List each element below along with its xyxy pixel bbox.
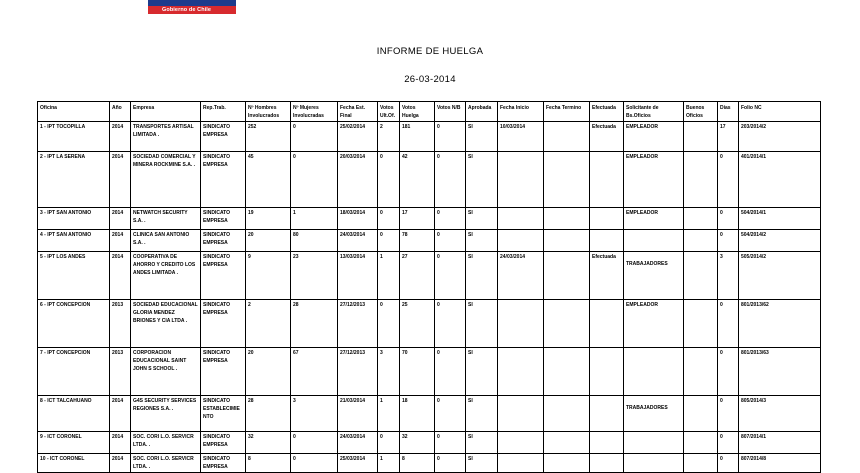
table-cell: 24/03/2014: [338, 432, 378, 454]
table-cell: TRABAJADORES: [624, 252, 684, 300]
gobierno-de-chile-logo: [148, 0, 236, 14]
table-cell: 10/03/2014: [498, 122, 544, 152]
table-cell: SI: [466, 208, 498, 230]
table-cell: 0: [718, 208, 739, 230]
table-cell: EMPLEADOR: [624, 300, 684, 348]
table-cell: Efectuada: [590, 122, 624, 152]
table-cell: 0: [291, 454, 338, 473]
table-cell: 3: [378, 348, 400, 396]
table-cell: 8: [246, 454, 291, 473]
table-cell: 78: [400, 230, 435, 252]
table-cell: [544, 252, 590, 300]
table-cell: TRABAJADORES: [624, 396, 684, 432]
table-cell: SINDICATO EMPRESA: [201, 122, 246, 152]
table-cell: 0: [435, 300, 466, 348]
table-cell: 0: [718, 432, 739, 454]
table-cell: SI: [466, 454, 498, 473]
column-header: Aprobada: [466, 102, 498, 122]
table-cell: 0: [435, 432, 466, 454]
table-cell: 0: [378, 300, 400, 348]
column-header: Fecha Est. Final: [338, 102, 378, 122]
table-cell: 2013: [110, 348, 131, 396]
table-cell: 2013: [110, 300, 131, 348]
column-header: Empresa: [131, 102, 201, 122]
table-cell: NETWATCH SECURITY S.A. .: [131, 208, 201, 230]
table-cell: [498, 432, 544, 454]
table-cell: [684, 396, 718, 432]
table-cell: 181: [400, 122, 435, 152]
table-cell: [544, 396, 590, 432]
table-cell: [684, 152, 718, 208]
table-cell: 0: [435, 348, 466, 396]
table-cell: 20: [246, 230, 291, 252]
table-cell: 0: [291, 152, 338, 208]
table-cell: [590, 432, 624, 454]
column-header: Nº Mujeres Involucradas: [291, 102, 338, 122]
table-cell: 45: [246, 152, 291, 208]
table-cell: 6 - IPT CONCEPCION: [38, 300, 110, 348]
table-cell: 2014: [110, 122, 131, 152]
table-cell: 20/03/2014: [338, 152, 378, 208]
column-header: Buenos Oficios: [684, 102, 718, 122]
table-cell: 17: [718, 122, 739, 152]
table-cell: [684, 208, 718, 230]
table-cell: CLINICA SAN ANTONIO S.A. .: [131, 230, 201, 252]
table-cell: 0: [718, 300, 739, 348]
table-cell: 1: [291, 208, 338, 230]
table-cell: 1: [378, 454, 400, 473]
column-header: Rep.Trab.: [201, 102, 246, 122]
table-cell: 4 - IPT SAN ANTONIO: [38, 230, 110, 252]
table-cell: 0: [291, 122, 338, 152]
table-cell: 2014: [110, 252, 131, 300]
column-header: Efectuada: [590, 102, 624, 122]
column-header: Año: [110, 102, 131, 122]
table-cell: SINDICATO EMPRESA: [201, 454, 246, 473]
table-cell: [684, 230, 718, 252]
table-cell: [684, 300, 718, 348]
table-cell: 0: [718, 348, 739, 396]
table-cell: 18: [400, 396, 435, 432]
table-cell: [684, 252, 718, 300]
table-cell: SOC. CORI L.O. SERVICR LTDA. .: [131, 454, 201, 473]
table-row: [38, 300, 821, 348]
table-cell: 0: [378, 230, 400, 252]
table-cell: 0: [435, 454, 466, 473]
table-cell: 67: [291, 348, 338, 396]
table-cell: 505/2014/2: [739, 252, 821, 300]
table-cell: 7 - IPT CONCEPCION: [38, 348, 110, 396]
table-cell: [684, 122, 718, 152]
table-cell: [590, 230, 624, 252]
column-header: Oficina: [38, 102, 110, 122]
table-cell: 28: [246, 396, 291, 432]
table-cell: [498, 454, 544, 473]
table-cell: [684, 432, 718, 454]
table-cell: [498, 300, 544, 348]
table-cell: 807/2014/8: [739, 454, 821, 473]
table-cell: 1: [378, 396, 400, 432]
table-cell: 0: [718, 454, 739, 473]
table-cell: 401/2014/1: [739, 152, 821, 208]
table-cell: [624, 348, 684, 396]
table-cell: SI: [466, 152, 498, 208]
table-cell: 0: [718, 230, 739, 252]
table-cell: [498, 230, 544, 252]
table-cell: 28: [291, 300, 338, 348]
table-cell: 17: [400, 208, 435, 230]
table-cell: 2014: [110, 396, 131, 432]
logo-text: Gobierno de Chile: [162, 7, 212, 13]
table-cell: 0: [435, 252, 466, 300]
table-cell: SI: [466, 252, 498, 300]
table-cell: [590, 300, 624, 348]
table-cell: 9: [246, 252, 291, 300]
table-cell: [544, 454, 590, 473]
table-cell: SOCIEDAD EDUCACIONAL GLORIA MENDEZ BRIONES Y CIA LTDA .: [131, 300, 201, 348]
table-cell: 20: [246, 348, 291, 396]
table-cell: SINDICATO EMPRESA: [201, 230, 246, 252]
table-cell: [624, 454, 684, 473]
table-cell: [544, 230, 590, 252]
table-cell: SINDICATO ESTABLECIMIENTO: [201, 396, 246, 432]
table-cell: [590, 396, 624, 432]
table-cell: [498, 152, 544, 208]
table-cell: 19: [246, 208, 291, 230]
column-header: Folio NC: [739, 102, 821, 122]
table-row: [38, 208, 821, 230]
table-cell: 805/2014/3: [739, 396, 821, 432]
report-title: INFORME DE HUELGA: [376, 46, 484, 57]
table-cell: [544, 432, 590, 454]
table-cell: 18/03/2014: [338, 208, 378, 230]
table-cell: 25/03/2014: [338, 454, 378, 473]
table-cell: 1: [378, 252, 400, 300]
table-cell: 32: [246, 432, 291, 454]
table-cell: 13/03/2014: [338, 252, 378, 300]
table-cell: 0: [718, 152, 739, 208]
table-cell: 8: [400, 454, 435, 473]
table-cell: [544, 348, 590, 396]
table-cell: 25/02/2014: [338, 122, 378, 152]
table-cell: 0: [291, 432, 338, 454]
table-cell: [590, 208, 624, 230]
table-cell: 0: [435, 208, 466, 230]
table-cell: [624, 432, 684, 454]
table-cell: [544, 300, 590, 348]
table-cell: 504/2014/2: [739, 230, 821, 252]
table-cell: SINDICATO EMPRESA: [201, 348, 246, 396]
table-cell: 24/03/2014: [498, 252, 544, 300]
table-cell: 21/03/2014: [338, 396, 378, 432]
table-cell: 504/2014/1: [739, 208, 821, 230]
table-row: [38, 230, 821, 252]
table-cell: 8 - ICT TALCAHUANO: [38, 396, 110, 432]
table-cell: [498, 208, 544, 230]
table-cell: [590, 152, 624, 208]
table-cell: SI: [466, 300, 498, 348]
table-cell: 3 - IPT SAN ANTONIO: [38, 208, 110, 230]
table-cell: COOPERATIVA DE AHORRO Y CREDITO LOS ANDES LIMITADA .: [131, 252, 201, 300]
table-cell: TRANSPORTES ARTISAL LIMITADA .: [131, 122, 201, 152]
table-cell: 2014: [110, 454, 131, 473]
table-row: [38, 396, 821, 432]
table-cell: SOCIEDAD COMERCIAL Y MINERA ROCKMINE S.A. .: [131, 152, 201, 208]
table-cell: 2014: [110, 208, 131, 230]
table-cell: 0: [718, 396, 739, 432]
table-row: [38, 454, 821, 473]
table-cell: Efectuada: [590, 252, 624, 300]
column-header: Votos N/B: [435, 102, 466, 122]
table-cell: 27/12/2013: [338, 300, 378, 348]
table-header-row: [38, 102, 821, 122]
table-cell: [684, 348, 718, 396]
table-cell: SINDICATO EMPRESA: [201, 152, 246, 208]
table-cell: CORPORACION EDUCACIONAL SAINT JOHN S SCHOOL .: [131, 348, 201, 396]
table-cell: 807/2014/1: [739, 432, 821, 454]
column-header: Solicitante de Bs.Oficios: [624, 102, 684, 122]
table-cell: 0: [378, 208, 400, 230]
table-cell: 801/2013/62: [739, 300, 821, 348]
table-cell: SI: [466, 122, 498, 152]
table-cell: 2: [246, 300, 291, 348]
table-cell: 25: [400, 300, 435, 348]
table-cell: SINDICATO EMPRESA: [201, 252, 246, 300]
table-cell: 70: [400, 348, 435, 396]
column-header: Votos Ult.Of.: [378, 102, 400, 122]
table-cell: 2014: [110, 230, 131, 252]
table-cell: 0: [435, 230, 466, 252]
table-cell: 23: [291, 252, 338, 300]
table-cell: G4S SECURITY SERVICES REGIONES S.A. .: [131, 396, 201, 432]
table-cell: SINDICATO EMPRESA: [201, 208, 246, 230]
table-cell: 9 - ICT CORONEL: [38, 432, 110, 454]
table-cell: 0: [378, 152, 400, 208]
table-cell: 2 - IPT LA SERENA: [38, 152, 110, 208]
table-cell: 0: [435, 122, 466, 152]
table-cell: EMPLEADOR: [624, 122, 684, 152]
table-cell: 0: [435, 396, 466, 432]
table-cell: 3: [291, 396, 338, 432]
column-header: Días: [718, 102, 739, 122]
table-cell: 32: [400, 432, 435, 454]
table-cell: [590, 348, 624, 396]
column-header: Votos Huelga: [400, 102, 435, 122]
table-cell: 801/2013/63: [739, 348, 821, 396]
table-cell: 24/03/2014: [338, 230, 378, 252]
table-cell: SOC. CORI L.O. SERVICR LTDA. .: [131, 432, 201, 454]
table-cell: 3: [718, 252, 739, 300]
table-cell: EMPLEADOR: [624, 208, 684, 230]
table-cell: SINDICATO EMPRESA: [201, 432, 246, 454]
table-cell: 1 - IPT TOCOPILLA: [38, 122, 110, 152]
table-row: [38, 432, 821, 454]
table-cell: [544, 208, 590, 230]
table-cell: [498, 348, 544, 396]
table-cell: SI: [466, 396, 498, 432]
report-date: 26-03-2014: [404, 74, 456, 85]
column-header: Fecha Inicio: [498, 102, 544, 122]
table-cell: 2: [378, 122, 400, 152]
table-cell: 2014: [110, 152, 131, 208]
table-cell: [684, 454, 718, 473]
table-cell: 0: [435, 152, 466, 208]
table-cell: 27/12/2013: [338, 348, 378, 396]
table-cell: 0: [378, 432, 400, 454]
table-cell: SI: [466, 230, 498, 252]
strike-report-table: [37, 101, 821, 473]
table-cell: 80: [291, 230, 338, 252]
table-cell: [498, 396, 544, 432]
table-cell: 203/2014/2: [739, 122, 821, 152]
table-row: [38, 152, 821, 208]
table-cell: [590, 454, 624, 473]
table-cell: SI: [466, 432, 498, 454]
table-cell: 42: [400, 152, 435, 208]
table-cell: [544, 122, 590, 152]
table-row: [38, 348, 821, 396]
column-header: Nº Hombres Involucrados: [246, 102, 291, 122]
table-cell: EMPLEADOR: [624, 152, 684, 208]
table-cell: SI: [466, 348, 498, 396]
column-header: Fecha Termino: [544, 102, 590, 122]
table-cell: SINDICATO EMPRESA: [201, 300, 246, 348]
table-cell: 27: [400, 252, 435, 300]
table-row: [38, 122, 821, 152]
table-cell: [544, 152, 590, 208]
table-cell: 10 - ICT CORONEL: [38, 454, 110, 473]
table-cell: 2014: [110, 432, 131, 454]
table-cell: 5 - IPT LOS ANDES: [38, 252, 110, 300]
table-cell: 252: [246, 122, 291, 152]
table-cell: [624, 230, 684, 252]
table-row: [38, 252, 821, 300]
